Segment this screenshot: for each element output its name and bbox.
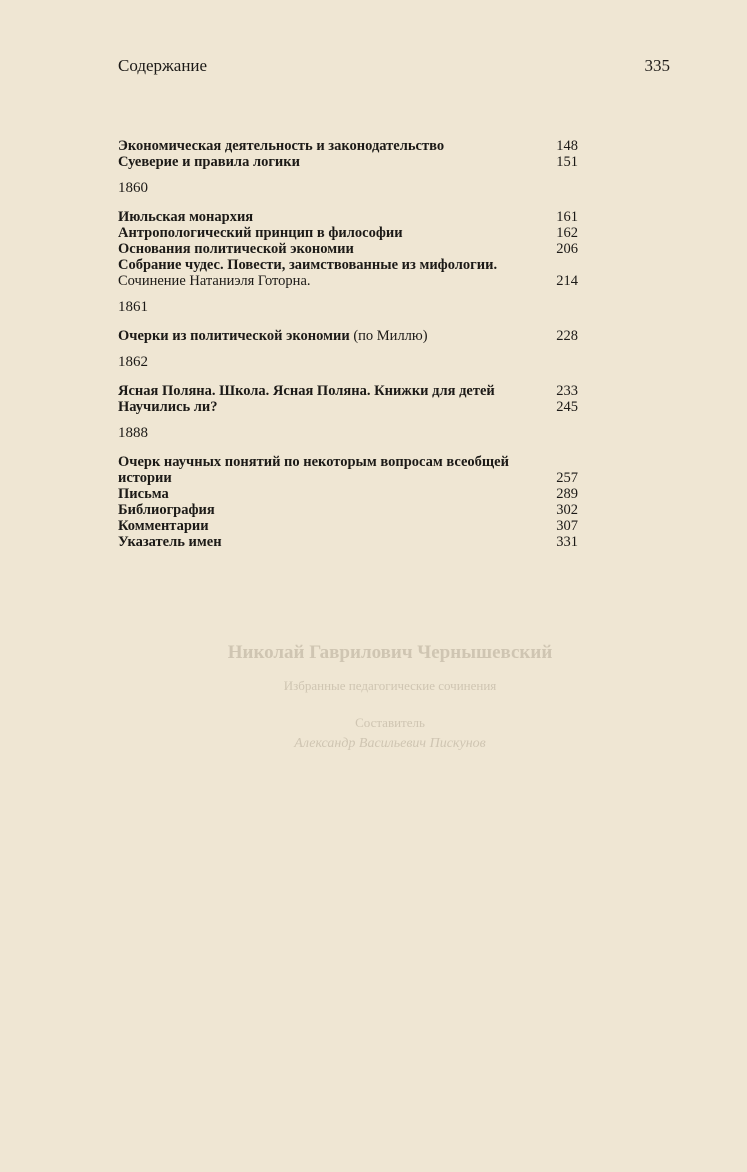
toc-entry <box>118 454 578 486</box>
toc-entry-title-text: Основания политической экономии <box>118 241 354 257</box>
toc-entry-page: 257 <box>556 470 578 486</box>
toc-entry-title <box>118 454 530 486</box>
toc-entry-title-text: Июльская монархия <box>118 209 254 225</box>
toc-entry <box>118 502 578 518</box>
toc-entry-page: 151 <box>556 154 578 170</box>
toc-entry <box>118 154 578 170</box>
toc-entry-title-text: Указатель имен <box>118 534 222 550</box>
toc-entry-title <box>118 257 530 289</box>
toc-entry-title <box>118 138 530 154</box>
toc-entry-page: 214 <box>556 273 578 289</box>
toc-entry-page: 228 <box>556 328 578 344</box>
imprint-compiler-name: Александр Васильевич Пискунов <box>294 736 486 751</box>
toc-year-heading: 1861 <box>118 299 148 315</box>
toc-entry-page: 233 <box>556 383 578 399</box>
toc-entry-page: 162 <box>556 225 578 241</box>
toc-entry-title <box>118 518 530 534</box>
toc-entry <box>118 241 578 257</box>
toc-entry <box>118 257 578 289</box>
toc-entry <box>118 486 578 502</box>
toc-entry-title <box>118 383 530 399</box>
toc-entry-title <box>118 486 530 502</box>
toc-entry-page: 307 <box>556 518 578 534</box>
toc-entry <box>118 534 578 550</box>
toc-entry-title <box>118 328 530 344</box>
toc-entry-page: 245 <box>556 399 578 415</box>
toc-year-heading: 1862 <box>118 354 148 370</box>
toc-entry-title-suffix: (по Миллю) <box>349 328 428 344</box>
toc-entry-title-text: Письма <box>118 486 169 502</box>
toc-entry-page: 206 <box>556 241 578 257</box>
toc-entry <box>118 225 578 241</box>
toc-entry-page: 289 <box>556 486 578 502</box>
running-head-title: Содержание <box>118 56 208 75</box>
toc-entry-title-text: Научились ли? <box>118 399 218 415</box>
toc-year-heading: 1860 <box>118 180 148 196</box>
toc-entry-title <box>118 534 530 550</box>
toc-entry <box>118 399 578 415</box>
toc-entry <box>118 328 578 344</box>
toc-entry-page: 331 <box>556 534 578 550</box>
toc-entry <box>118 138 578 154</box>
toc-entry-page: 161 <box>556 209 578 225</box>
toc-entry-page: 148 <box>556 138 578 154</box>
toc-entry-title-text: Очерк научных понятий по некоторым вопросам всеобщей истории <box>118 454 509 486</box>
toc-year-heading: 1888 <box>118 425 148 441</box>
toc-entry <box>118 518 578 534</box>
toc-entry-title <box>118 225 530 241</box>
toc-entry <box>118 209 578 225</box>
toc-entry-title <box>118 399 530 415</box>
toc-entry-title-text: Очерки из политической экономии <box>118 328 350 344</box>
imprint-book-title: Избранные педагогические сочинения <box>283 678 497 693</box>
toc-entry-page: 302 <box>556 502 578 518</box>
toc-entry-title <box>118 241 530 257</box>
toc-entry-title <box>118 154 530 170</box>
toc-entry-title <box>118 502 530 518</box>
toc-entry <box>118 383 578 399</box>
imprint-compiler-label: Составитель <box>355 715 425 730</box>
faded-imprint <box>160 642 580 751</box>
page-number: 335 <box>644 56 670 75</box>
toc-entry-title-text: Комментарии <box>118 518 209 534</box>
toc-entry-title-text: Библиография <box>118 502 215 518</box>
imprint-author: Николай Гаврилович Чернышевский <box>227 642 553 663</box>
toc-entry-title <box>118 209 530 225</box>
toc-entry-title-text: Антропологический принцип в философии <box>118 225 403 241</box>
toc-entry-title-suffix: Сочинение Натаниэля Готорна. <box>118 273 311 289</box>
table-of-contents <box>118 138 578 550</box>
toc-entry-title-text: Ясная Поляна. Школа. Ясная Поляна. Книжки для детей <box>118 383 495 399</box>
toc-entry-title-text: Экономическая деятельность и законодательство <box>118 138 445 154</box>
toc-entry-title-text: Суеверие и правила логики <box>118 154 300 170</box>
toc-entry-title-text: Собрание чудес. Повести, заимствованные из мифологии. <box>118 257 498 273</box>
